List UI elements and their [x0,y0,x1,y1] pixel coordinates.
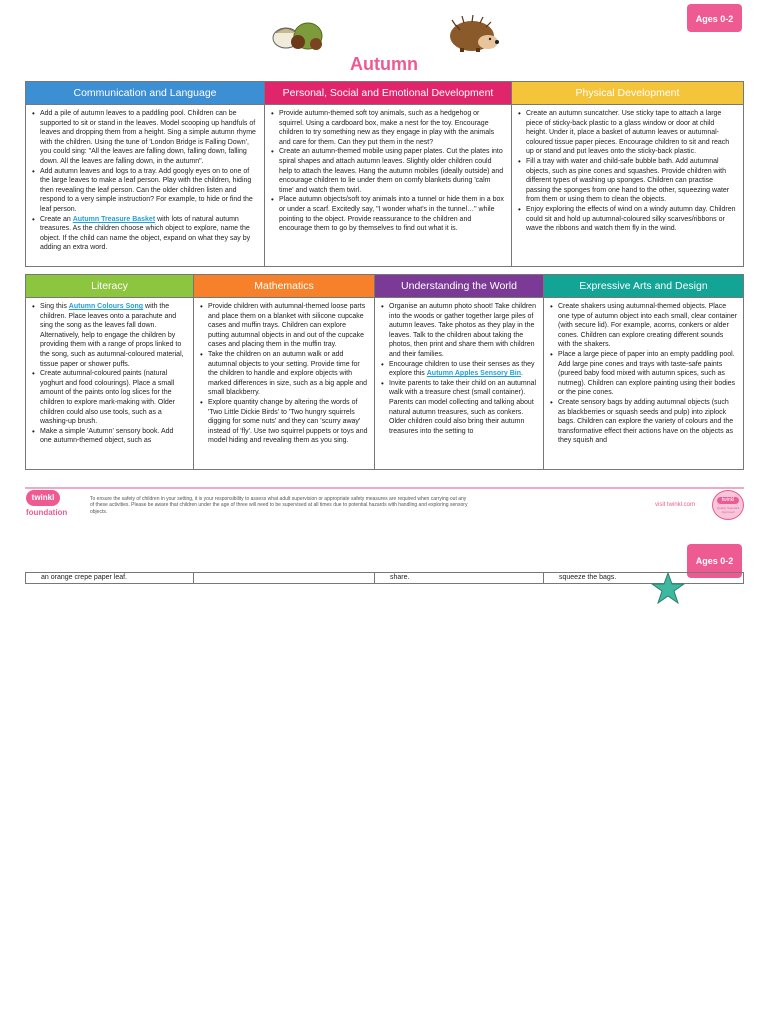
activity-item: • Create sensory bags by adding autumnal objects (such as blackberries or squash seeds and pulp) into ziplock bags. Children can explore the variety of colours and the transformative effect their actions have on the objects as they squish and [549,398,737,446]
autumn-colours-song-link[interactable]: Autumn Colours Song [68,303,144,310]
activities-row-2 [25,274,744,470]
column-heading: Literacy [26,275,193,298]
twinkl-foundation-logo: twinkl foundation [26,490,72,522]
activities-row-1 [25,81,744,267]
activity-item: • Sing this Autumn Colours Song with the children. Place leaves onto a parachute and sing the song as the leaves fall down. Alternatively, help to engage the children by providing them with a range of props linked to the song, such as autumnal-coloured material, tissue paper or shower puffs. [31,302,187,369]
continuation-cell: share. [375,573,544,583]
continuation-cell [194,573,375,583]
star-icon [651,572,685,604]
column-mathematics [194,275,375,469]
activity-item: • Create an Autumn Treasure Basket with lots of natural autumn treasures. As the children choose which object to explore, name the object. If the child can name the object, expand on what they say by adding an extra word. [31,215,258,253]
activity-item: • Explore quantity change by altering the words of 'Two Little Dickie Birds' to 'Two hungry squirrels digging for some nuts' and they can 'scurry away' instead of 'fly'. Use two squirrel puppets or toys and model hiding and revealing them as you sing. [199,398,368,446]
visit-link[interactable]: visit twinkl.com [655,502,696,508]
activity-item: • Organise an autumn photo shoot! Take children into the woods or gather together large piles of autumn leaves. Take photos as they play in the leaves. Talk to the children about taking the photos, then print and share them with children and their families. [380,302,537,360]
activity-item: • Encourage children to use their senses as they explore this Autumn Apples Sensory Bin. [380,360,537,379]
column-heading: Mathematics [194,275,374,298]
activity-item: • Provide children with autumnal-themed loose parts and place them on a blanket with silicone cupcake cases and muffin trays. Children can explore putting autumnal objects in and out of the cupcake cases and placing them in the muffin tray. [199,302,368,350]
footer-divider [25,487,744,489]
activity-item: • Add a pile of autumn leaves to a paddling pool. Children can be supported to sit or stand in the leaves. Model scooping up handfuls of leaves and dropping them from a height. Sing a simple autumn rhyme with the children. Using the tune of 'London Bridge is Falling Down', you could sing: "All the leaves are falling down, falling down, falling down. All the leaves are falling down, in the autumn". [31,109,258,167]
column-literacy [26,275,194,469]
autumn-apples-sensory-bin-link[interactable]: Autumn Apples Sensory Bin [426,370,522,378]
column-personal-social-emotional [265,82,512,266]
activity-item: • Fill a tray with water and child-safe bubble bath. Add autumnal objects, such as pine cones and squashes. Provide children with different types of washing up sponges. Children can practise passing the sponges from one hand to the other, squeezing water from them or using them to clean the objects. [517,157,737,205]
acorn-conker-icon [268,18,326,52]
hedgehog-icon [446,14,502,54]
activity-item: • Add autumn leaves and logs to a tray. Add googly eyes on to one of the large leaves to make a leaf person. Play with the children, hiding then revealing the leaf person. Can the older children listen and respond to a very simple instruction? For example, to hide or find the leaf person. [31,167,258,215]
activity-item: • Invite parents to take their child on an autumnal walk with a treasure chest (small container). Parents can model collecting and talking about natural autumn treasures, such as conkers. Older children could also bring their autumn treasures into the setting to [380,379,537,437]
column-heading: Understanding the World [375,275,543,298]
activity-item: • Create shakers using autumnal-themed objects. Place one type of autumn object into each small, clear container (with secure lid). For example, acorns, conkers or alder cones. Children can explore creating different sounds with the shakers. [549,302,737,350]
column-communication-language [26,82,265,266]
activity-item: • Enjoy exploring the effects of wind on a windy autumn day. Children could sit and hold up autumnal-coloured silky scarves/ribbons or wave the ribbons and watch them fly in the wind. [517,205,737,234]
activity-item: • Take the children on an autumn walk or add autumnal objects to your setting. Provide time for the children to handle and explore objects with marked differences in size, such as a big apple and small blackberry. [199,350,368,398]
activity-item: • Create an autumn suncatcher. Use sticky tape to attach a large piece of sticky-back plastic to a glass window or door at child height. Under it, place a basket of autumn leaves or autumnal-coloured tissue paper pieces. Encourage children to sit and reach up or stand and put leaves onto the sticky-back plastic. [517,109,737,157]
activity-item: • Create an autumn-themed mobile using paper plates. Cut the plates into spiral shapes and attach autumn leaves. Slightly older children could help to attach the leaves. Hang the autumn mobiles (ideally outside) and encourage children to lie under them on comfy blankets during 'calm time' and watch them twirl. [270,147,505,195]
page-title: Autumn [350,54,418,74]
column-physical-development [512,82,743,266]
column-understanding-world [375,275,544,469]
age-badge: Ages 0-2 [687,4,742,32]
continuation-row [25,572,744,584]
activity-item: • Create autumnal-coloured paints (natural yoghurt and food colourings). Place a small amount of the paints onto log slices for the children to explore mark-making with. Older children could also use tools, such as a washing-up brush. [31,369,187,427]
column-heading: Communication and Language [26,82,264,105]
safety-notice: To ensure the safety of children in your setting, it is your responsibility to assess what adult supervision or appropriate safety measures are required when carrying out any of these activities. Please be aware that children under the age of three will need to be supervised at all times due to potential hazards with handling and exploring sensory objects. [90,496,468,515]
continuation-cell: squeeze the bags. [559,574,617,581]
column-heading: Physical Development [512,82,743,105]
column-heading: Expressive Arts and Design [544,275,743,298]
age-badge: Ages 0-2 [687,544,742,578]
column-expressive-arts [544,275,743,469]
column-heading: Personal, Social and Emotional Development [265,82,511,105]
continuation-cell: an orange crepe paper leaf. [26,573,194,583]
activity-item: • Make a simple 'Autumn' sensory book. Add one autumn-themed object, such as [31,427,187,446]
activity-item: • Place a large piece of paper into an empty paddling pool. Add large pine cones and trays with taste-safe paints (pureed baby food mixed with autumn spices, such as nutmeg). Children can explore painting using their bodies or the pine cones. [549,350,737,398]
quality-standard-logo: twinkl Quality Standard Approved [712,490,744,520]
activity-item: • Place autumn objects/soft toy animals into a tunnel or hide them in a box or under a scarf. Excitedly say, "I wonder what's in the tunnel…" while pointing to the object. Provide reassurance to the children and encourage them to go by themselves to find out what it is. [270,195,505,233]
activity-item: • Provide autumn-themed soft toy animals, such as a hedgehog or squirrel. Using a cardboard box, make a nest for the toy. Encourage children to try something new as they engage in play with the animals and care for them. Can they put them in the nest? [270,109,505,147]
autumn-treasure-basket-link[interactable]: Autumn Treasure Basket [72,215,156,223]
